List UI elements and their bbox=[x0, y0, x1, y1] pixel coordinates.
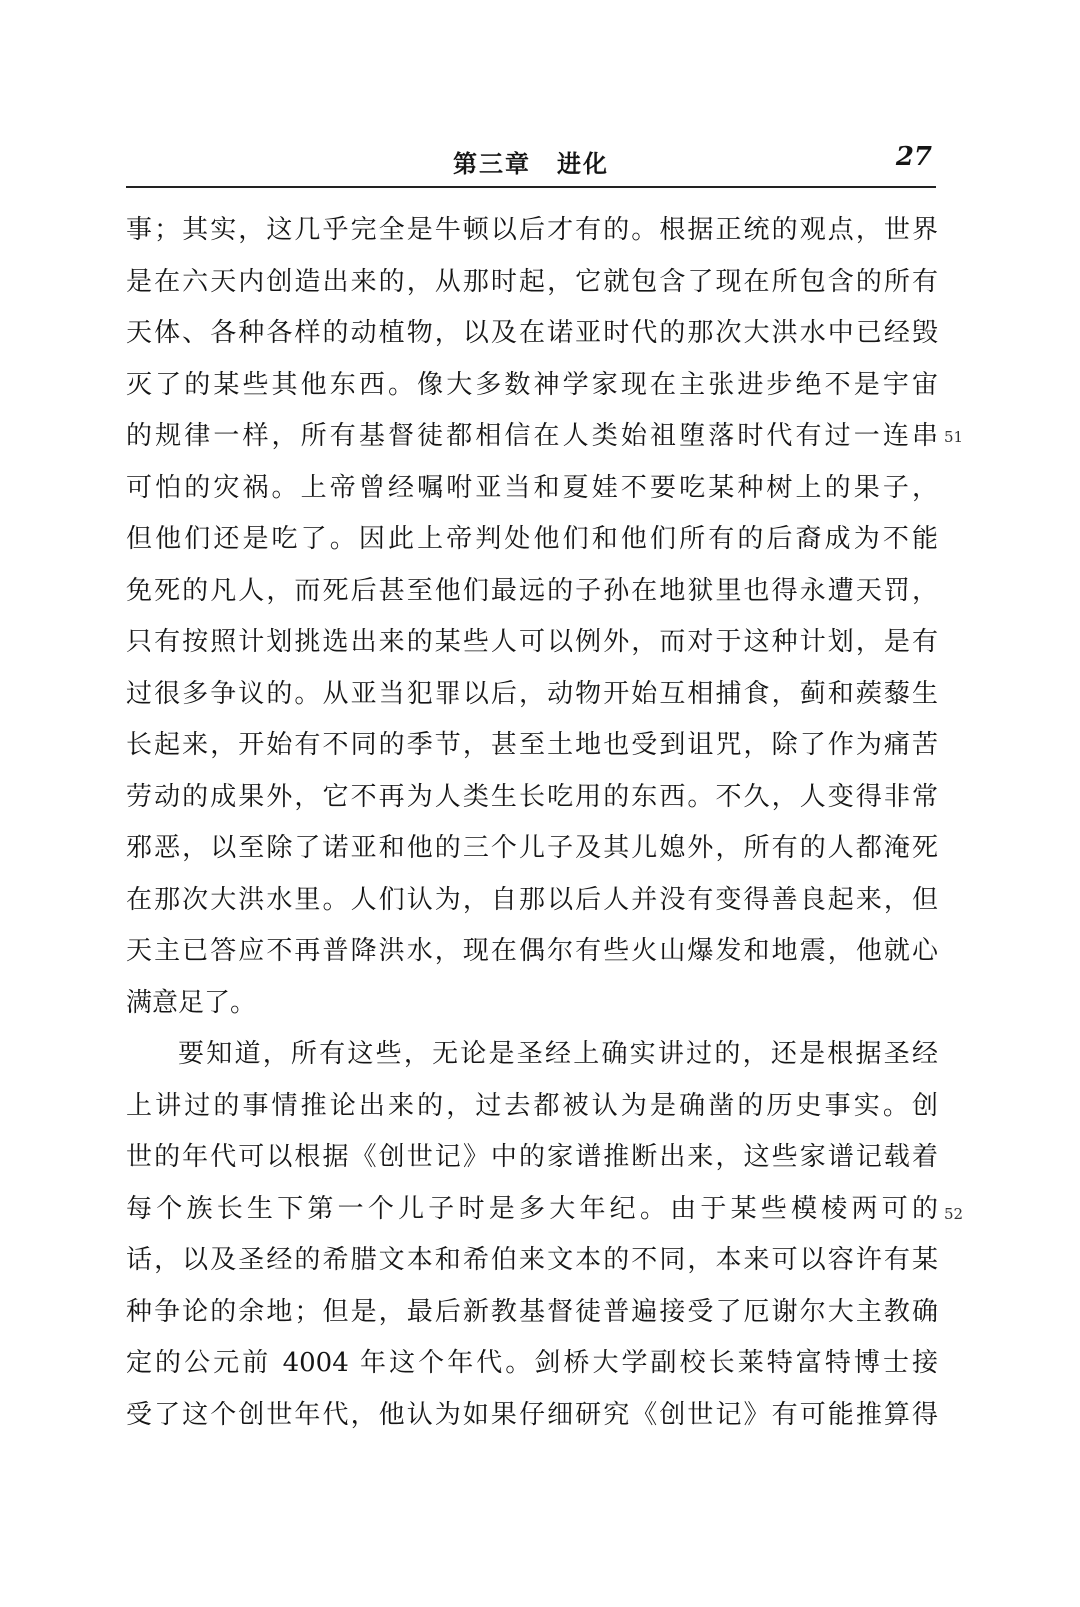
text-line: 受了这个创世年代，他认为如果仔细研究《创世记》有可能推算得 bbox=[126, 1399, 938, 1430]
text-line: 劳动的成果外，它不再为人类生长吃用的东西。不久，人变得非常 bbox=[126, 781, 938, 812]
text-line: 免死的凡人，而死后甚至他们最远的子孙在地狱里也得永遭天罚， bbox=[126, 575, 938, 606]
text-line: 在那次大洪水里。人们认为，自那以后人并没有变得善良起来，但 bbox=[126, 884, 938, 915]
text-line: 长起来，开始有不同的季节，甚至土地也受到诅咒，除了作为痛苦 bbox=[126, 730, 938, 760]
text-line: 定的公元前 4004 年这个年代。剑桥大学副校长莱特富特博士接 bbox=[126, 1348, 938, 1378]
text-line: 邪恶，以至除了诺亚和他的三个儿子及其儿媳外，所有的人都淹死 bbox=[126, 833, 938, 863]
text-line: 事；其实，这几乎完全是牛顿以后才有的。根据正统的观点，世界 bbox=[126, 215, 938, 245]
text-line: 天主已答应不再普降洪水，现在偶尔有些火山爆发和地震，他就心 bbox=[126, 936, 938, 966]
text-line: 是在六天内创造出来的，从那时起，它就包含了现在所包含的所有 bbox=[126, 266, 938, 297]
text-line: 世的年代可以根据《创世记》中的家谱推断出来，这些家谱记载着 bbox=[126, 1142, 938, 1172]
chapter-title: 第三章 进化 bbox=[453, 150, 609, 178]
paragraph-end-line: 满意足了。 bbox=[126, 987, 257, 1018]
text-line: 每个族长生下第一个儿子时是多大年纪。由于某些模棱两可的 bbox=[126, 1193, 938, 1224]
body-text bbox=[126, 205, 938, 1441]
text-line: 的规律一样，所有基督徒都相信在人类始祖堕落时代有过一连串 bbox=[126, 421, 938, 451]
text-line: 过很多争议的。从亚当犯罪以后，动物开始互相捕食，蓟和蒺藜生 bbox=[126, 678, 938, 709]
text-line: 但他们还是吃了。因此上帝判处他们和他们所有的后裔成为不能 bbox=[126, 524, 938, 554]
margin-reference-number: 51 bbox=[944, 428, 964, 446]
page-number: 27 bbox=[895, 142, 932, 172]
running-head bbox=[126, 140, 936, 184]
text-line: 天体、各种各样的动植物，以及在诺亚时代的那次大洪水中已经毁 bbox=[126, 318, 938, 348]
header-rule bbox=[126, 186, 936, 188]
text-line: 只有按照计划挑选出来的某些人可以例外，而对于这种计划，是有 bbox=[126, 627, 938, 657]
text-line: 种争论的余地；但是，最后新教基督徒普遍接受了厄谢尔大主教确 bbox=[126, 1296, 938, 1327]
paragraph-start-line: 要知道，所有这些，无论是圣经上确实讲过的，还是根据圣经 bbox=[178, 1039, 938, 1069]
text-line: 灭了的某些其他东西。像大多数神学家现在主张进步绝不是宇宙 bbox=[126, 369, 938, 400]
margin-reference-number: 52 bbox=[944, 1205, 964, 1223]
text-line: 上讲过的事情推论出来的，过去都被认为是确凿的历史事实。创 bbox=[126, 1090, 938, 1121]
text-line: 可怕的灾祸。上帝曾经嘱咐亚当和夏娃不要吃某种树上的果子， bbox=[126, 472, 938, 503]
text-line: 话，以及圣经的希腊文本和希伯来文本的不同，本来可以容许有某 bbox=[126, 1245, 938, 1275]
